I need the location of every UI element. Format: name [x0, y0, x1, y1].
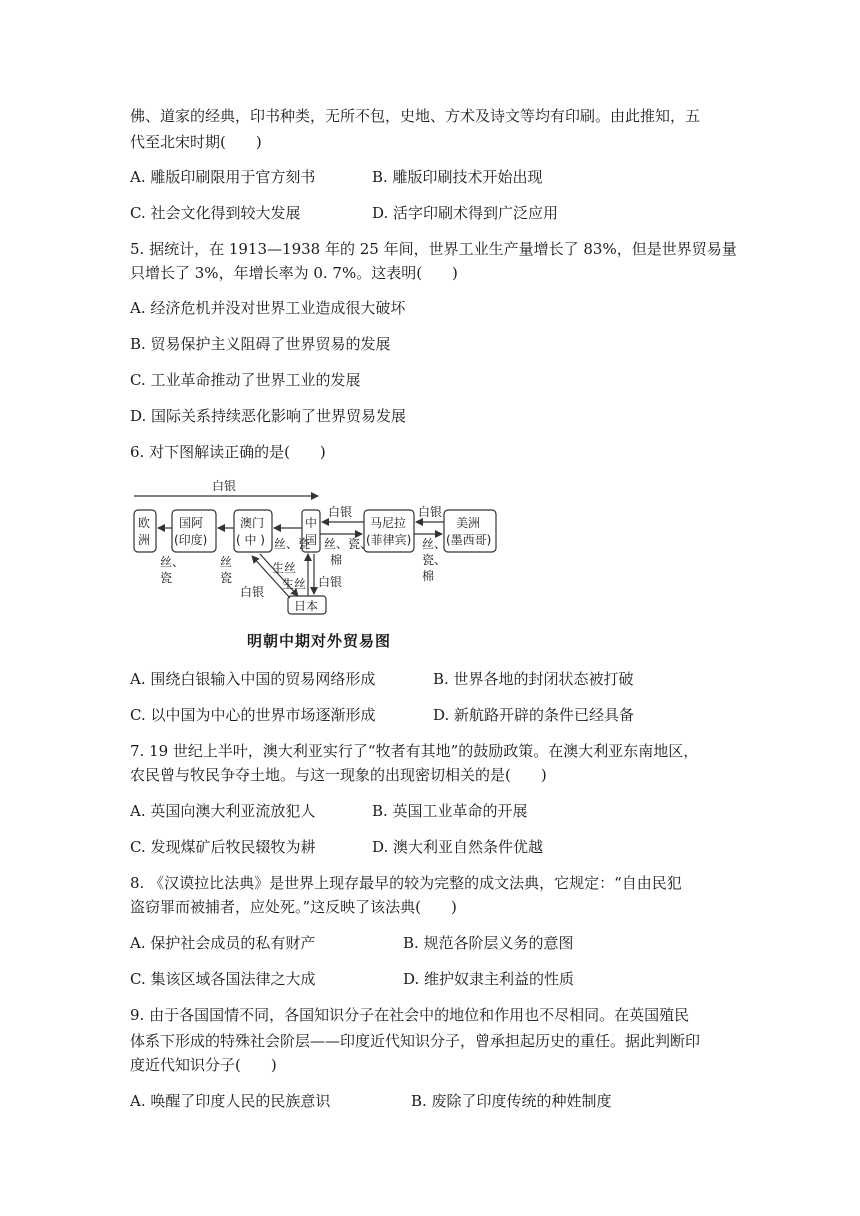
q6-option-a: A. 围绕白银输入中国的贸易网络形成 — [130, 670, 376, 688]
silver-ma-label: 白银 — [418, 505, 443, 519]
goods-ma-label-2: 瓷、 — [422, 553, 447, 567]
q9-stem-line1: 9. 由于各国国情不同，各国知识分子在社会中的地位和作用也不尽相同。在英国殖民 — [130, 1006, 690, 1024]
q4-option-d: D. 活字印刷术得到广泛应用 — [372, 204, 559, 222]
trade-diagram — [130, 476, 510, 656]
america-label-2: (墨西哥) — [446, 533, 492, 547]
q7-stem-line2: 农民曾与牧民争夺土地。与这一现象的出现密切相关的是( ) — [130, 766, 547, 784]
q4-stem-line1: 佛、道家的经典，印书种类，无所不包，史地、方术及诗文等均有印刷。由此推知，五 — [130, 107, 701, 125]
silver-japan-label-2: 白银 — [318, 575, 343, 589]
q5-stem-line1: 5. 据统计，在 1913—1938 年的 25 年间，世界工业生产量增长了 83%，但是世界贸易量 — [130, 240, 737, 258]
goods-ma-label-1: 丝、 — [422, 537, 447, 551]
macau-label-1: 澳门 — [240, 516, 265, 530]
silver-cm-label: 白银 — [328, 505, 353, 519]
q5-option-b: B. 贸易保护主义阻碍了世界贸易的发展 — [130, 335, 391, 353]
diagram-caption: 明朝中期对外贸易图 — [247, 632, 392, 650]
silver-top-label: 白银 — [212, 479, 237, 493]
q7-option-b: B. 英国工业革命的开展 — [372, 802, 528, 820]
silver-japan-label-1: 白银 — [240, 585, 265, 599]
q9-option-b: B. 废除了印度传统的种姓制度 — [411, 1092, 612, 1110]
q6-option-d: D. 新航路开辟的条件已经具备 — [433, 706, 635, 724]
europe-label-1: 欧 — [138, 516, 151, 530]
goods-label-1b: 瓷 — [160, 571, 173, 585]
q9-option-a: A. 唤醒了印度人民的民族意识 — [130, 1092, 331, 1110]
q8-option-a: A. 保护社会成员的私有财产 — [130, 934, 316, 952]
q6-stem: 6. 对下图解读正确的是( ) — [130, 443, 326, 461]
q5-option-a: A. 经济危机并没对世界工业造成很大破坏 — [130, 299, 406, 317]
q6-option-c: C. 以中国为中心的世界市场逐渐形成 — [130, 706, 376, 724]
q4-stem-line2: 代至北宋时期( ) — [130, 133, 262, 151]
manila-label-1: 马尼拉 — [370, 516, 407, 530]
q7-option-a: A. 英国向澳大利亚流放犯人 — [130, 802, 316, 820]
q9-stem-line2: 体系下形成的特殊社会阶层——印度近代知识分子，曾承担起历史的重任。据此判断印 — [130, 1032, 701, 1050]
goods-label-1a: 丝、 — [160, 555, 185, 569]
q4-option-a: A. 雕版印刷限用于官方刻书 — [130, 168, 316, 186]
q8-option-b: B. 规范各阶层义务的意图 — [403, 934, 574, 952]
india-label-1: 国阿 — [179, 516, 204, 530]
goods-ma-label-3: 棉 — [422, 569, 435, 583]
q6-option-b: B. 世界各地的封闭状态被打破 — [433, 670, 634, 688]
goods-cm-label-2: 棉 — [330, 553, 343, 567]
q4-option-b: B. 雕版印刷技术开始出现 — [372, 168, 543, 186]
q7-option-d: D. 澳大利亚自然条件优越 — [372, 838, 544, 856]
goods-label-3: 丝、瓷 — [274, 537, 311, 551]
q5-stem-line2: 只增长了 3%，年增长率为 0. 7%。这表明( ) — [130, 264, 458, 282]
china-label-2: 国 — [305, 533, 318, 547]
europe-label-2: 洲 — [138, 533, 151, 547]
raw-silk-label-2: 生丝 — [282, 577, 307, 591]
trade-diagram-svg — [130, 476, 510, 656]
india-label-2: (印度) — [174, 533, 208, 547]
goods-label-2a: 丝 — [220, 555, 233, 569]
q4-option-c: C. 社会文化得到较大发展 — [130, 204, 301, 222]
macau-label-2: ( 中 ) — [236, 533, 265, 547]
goods-cm-label-1: 丝、瓷、 — [324, 537, 373, 551]
china-label-1: 中 — [305, 516, 318, 530]
america-label-1: 美洲 — [456, 516, 481, 530]
q7-option-c: C. 发现煤矿后牧民辍牧为耕 — [130, 838, 316, 856]
manila-label-2: (菲律宾) — [366, 533, 412, 547]
raw-silk-label-1: 生丝 — [272, 561, 297, 575]
q8-stem-line1: 8. 《汉谟拉比法典》是世界上现存最早的较为完整的成文法典，它规定：“自由民犯 — [130, 874, 682, 892]
q8-stem-line2: 盗窃罪而被捕者，应处死。”这反映了该法典( ) — [130, 898, 457, 916]
q7-stem-line1: 7. 19 世纪上半叶，澳大利亚实行了“牧者有其地”的鼓励政策。在澳大利亚东南地区， — [130, 742, 699, 760]
q8-option-c: C. 集该区域各国法律之大成 — [130, 970, 316, 988]
q8-option-d: D. 维护奴隶主利益的性质 — [403, 970, 575, 988]
goods-label-2b: 瓷 — [220, 571, 233, 585]
japan-label: 日本 — [294, 599, 319, 613]
q9-stem-line3: 度近代知识分子( ) — [130, 1056, 277, 1074]
q5-option-d: D. 国际关系持续恶化影响了世界贸易发展 — [130, 407, 407, 425]
q5-option-c: C. 工业革命推动了世界工业的发展 — [130, 371, 361, 389]
